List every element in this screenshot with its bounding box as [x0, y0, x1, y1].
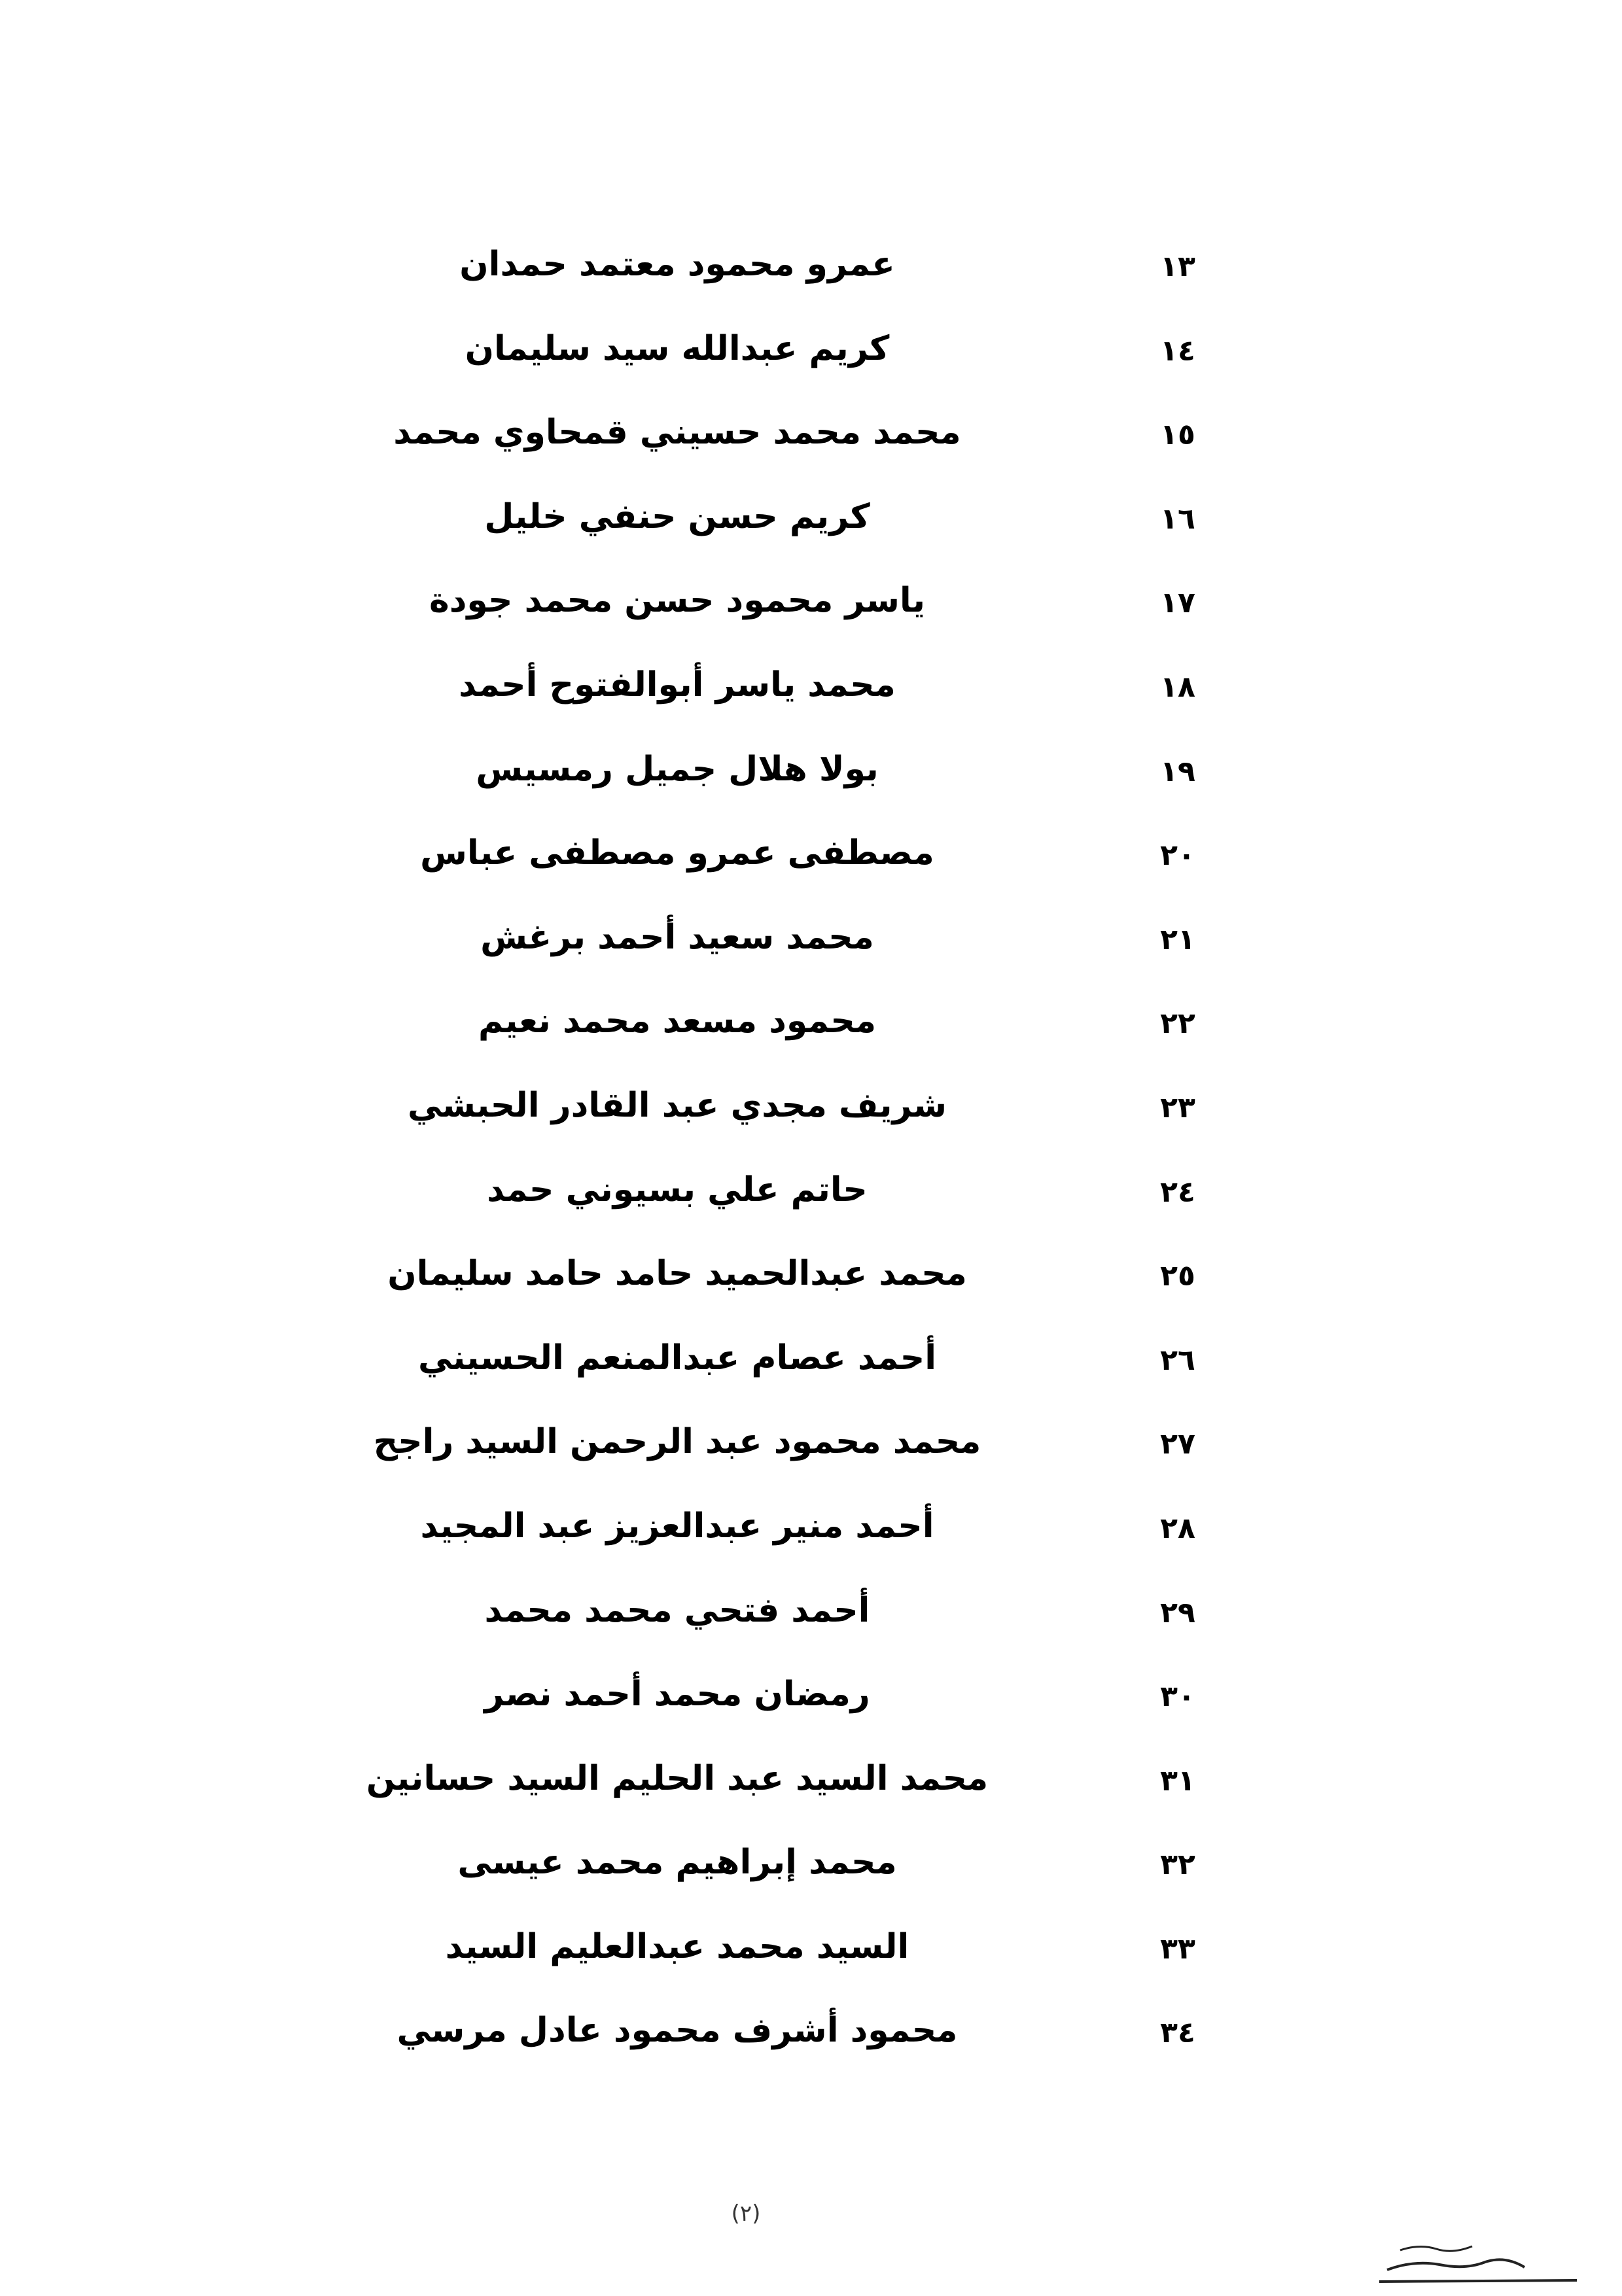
person-name: محمود مسعد محمد نعيم — [478, 1001, 877, 1041]
list-item — [0, 746, 1622, 830]
list-item — [0, 2007, 1622, 2091]
list-item — [0, 1923, 1622, 2008]
person-name: محمد ياسر أبوالفتوح أحمد — [459, 665, 896, 704]
list-item — [0, 1755, 1622, 1839]
person-name: رمضان محمد أحمد نصر — [484, 1675, 870, 1714]
row-number: ٢٢ — [1160, 1007, 1195, 1041]
list-item — [0, 1166, 1622, 1251]
row-number: ٣٠ — [1160, 1680, 1195, 1714]
list-item — [0, 1503, 1622, 1587]
row-number: ٣١ — [1160, 1764, 1195, 1798]
person-name: مصطفى عمرو مصطفى عباس — [420, 833, 934, 873]
signature-stroke — [1400, 2246, 1472, 2251]
person-name: أحمد عصام عبدالمنعم الحسيني — [417, 1338, 937, 1378]
row-number: ٢٥ — [1160, 1259, 1195, 1293]
person-name: أحمد فتحي محمد محمد — [484, 1590, 870, 1630]
person-name: كريم عبدالله سيد سليمان — [465, 328, 890, 368]
person-name: ياسر محمود حسن محمد جودة — [429, 581, 925, 621]
row-number: ٣٤ — [1160, 2016, 1195, 2050]
person-name: السيد محمد عبدالعليم السيد — [445, 1926, 909, 1966]
person-name: شريف مجدي عبد القادر الحبشي — [407, 1085, 947, 1125]
list-item — [0, 914, 1622, 998]
person-name: محمد السيد عبد الحليم السيد حسانين — [366, 1758, 989, 1798]
signature-stroke — [1379, 2280, 1577, 2282]
list-item — [0, 1839, 1622, 1923]
list-item — [0, 409, 1622, 493]
row-number: ٣٣ — [1160, 1932, 1195, 1966]
row-number: ١٥ — [1160, 418, 1195, 452]
list-item — [0, 1082, 1622, 1166]
person-name: محمد محمود عبد الرحمن السيد راجح — [373, 1422, 981, 1462]
person-name: محمد عبدالحميد حامد حامد سليمان — [387, 1254, 967, 1294]
person-name: أحمد منير عبدالعزيز عبد المجيد — [420, 1506, 934, 1546]
list-item — [0, 661, 1622, 746]
page-number: (٢) — [731, 2200, 761, 2227]
list-item — [0, 1587, 1622, 1671]
list-item — [0, 1334, 1622, 1419]
row-number: ١٨ — [1160, 670, 1195, 704]
row-number: ٢٦ — [1160, 1343, 1195, 1377]
list-item — [0, 325, 1622, 409]
person-name: حاتم علي بسيوني حمد — [487, 1170, 868, 1209]
person-name: بولا هلال جميل رمسيس — [476, 749, 879, 789]
row-number: ٢٣ — [1160, 1090, 1195, 1124]
row-number: ٢٧ — [1160, 1427, 1195, 1461]
row-number: ٣٢ — [1160, 1848, 1195, 1882]
person-name: محمود أشرف محمود عادل مرسي — [397, 2011, 958, 2051]
person-name: محمد سعيد أحمد برغش — [480, 917, 874, 957]
row-number: ٢٩ — [1160, 1595, 1195, 1629]
person-name: كريم حسن حنفي خليل — [484, 496, 870, 536]
list-item — [0, 241, 1622, 325]
signature-stroke — [1387, 2259, 1525, 2270]
person-name: محمد محمد حسيني قمحاوي محمد — [393, 413, 961, 453]
list-item — [0, 577, 1622, 661]
person-name: محمد إبراهيم محمد عيسى — [457, 1843, 897, 1883]
person-name: عمرو محمود معتمد حمدان — [459, 245, 895, 284]
list-item — [0, 493, 1622, 578]
name-list — [0, 241, 1622, 2091]
list-item — [0, 998, 1622, 1082]
row-number: ٢٤ — [1160, 1175, 1195, 1209]
list-item — [0, 829, 1622, 914]
row-number: ٢٨ — [1160, 1511, 1195, 1545]
list-item — [0, 1671, 1622, 1755]
row-number: ١٣ — [1160, 250, 1195, 283]
row-number: ٢٠ — [1160, 839, 1195, 873]
row-number: ١٩ — [1160, 754, 1195, 788]
list-item — [0, 1418, 1622, 1503]
list-item — [0, 1250, 1622, 1334]
row-number: ١٦ — [1160, 502, 1195, 536]
handwritten-signature — [1374, 2224, 1583, 2296]
row-number: ٢١ — [1160, 922, 1195, 956]
row-number: ١٧ — [1160, 586, 1195, 620]
row-number: ١٤ — [1160, 334, 1195, 368]
